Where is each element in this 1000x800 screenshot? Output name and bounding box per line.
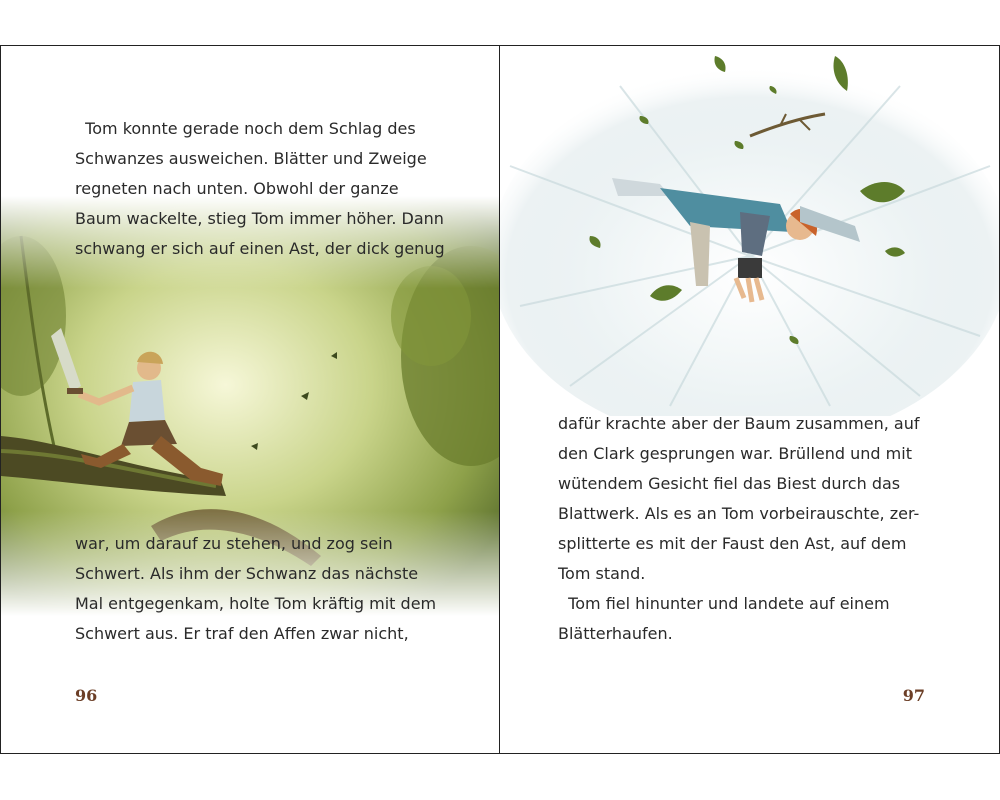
- text-line: war, um darauf zu stehen, und zog sein: [75, 534, 393, 553]
- text-line: regneten nach unten. Obwohl der ganze: [75, 179, 399, 198]
- left-page-text-top: [75, 114, 445, 264]
- text-line: Blattwerk. Als es an Tom vorbeirauschte, zer-: [558, 504, 920, 523]
- text-line: splitterte es mit der Faust den Ast, auf dem: [558, 534, 907, 553]
- text-line: schwang er sich auf einen Ast, der dick genug: [75, 239, 445, 258]
- text-line: Mal entgegenkam, holte Tom kräftig mit dem: [75, 594, 437, 613]
- text-line: Baum wackelte, stieg Tom immer höher. Dann: [75, 209, 444, 228]
- left-page-text-bottom: [75, 529, 436, 649]
- text-line: dafür krachte aber der Baum zusammen, auf: [558, 414, 920, 433]
- page-number-right: 97: [902, 686, 925, 705]
- text-line: Blätterhaufen.: [558, 624, 673, 643]
- text-line: den Clark gesprungen war. Brüllend und mit: [558, 444, 912, 463]
- falling-tom-illustration: [500, 46, 999, 416]
- page-gutter: [499, 45, 500, 754]
- text-line: Tom fiel hinunter und landete auf einem: [558, 594, 890, 613]
- book-spread: [0, 45, 1000, 754]
- text-line: Schwert. Als ihm der Schwanz das nächste: [75, 564, 419, 583]
- text-line: Schwanzes ausweichen. Blätter und Zweige: [75, 149, 427, 168]
- right-page-text: [558, 409, 920, 649]
- text-line: wütendem Gesicht fiel das Biest durch das: [558, 474, 901, 493]
- text-line: Schwert aus. Er traf den Affen zwar nicht,: [75, 624, 409, 643]
- left-page: [0, 45, 500, 754]
- right-page: [499, 45, 1000, 754]
- text-line: Tom stand.: [558, 564, 646, 583]
- page-number-left: 96: [75, 686, 98, 705]
- text-line: Tom konnte gerade noch dem Schlag des: [75, 119, 416, 138]
